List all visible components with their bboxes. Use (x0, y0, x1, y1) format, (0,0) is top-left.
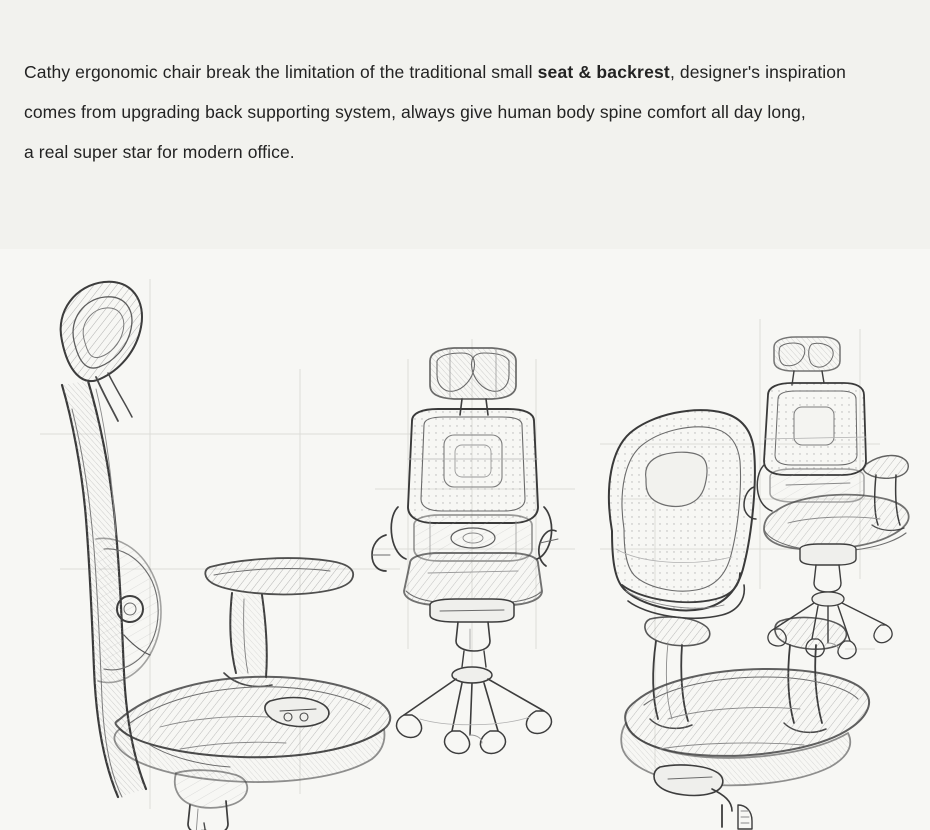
description-line-3: a real super star for modern office. (24, 142, 295, 162)
side-seat (114, 677, 390, 782)
front-seat (404, 553, 542, 605)
tqs-seat (764, 495, 909, 552)
front-backrest (408, 409, 538, 523)
front-gas-lift (456, 622, 490, 667)
tqs-backrest (764, 383, 866, 475)
tq-backrest (608, 410, 755, 610)
front-headrest (430, 348, 516, 415)
side-lumbar-support (96, 538, 161, 682)
front-view (372, 348, 558, 754)
sketch-illustration-panel (0, 249, 930, 830)
description-line-1-part-b: , designer's inspiration (669, 62, 846, 82)
description-line-2: comes from upgrading back supporting system, always give human body spine comfort all day long, (24, 102, 806, 122)
description-line-1 (24, 52, 914, 92)
side-base-column (175, 770, 247, 830)
front-armrest-left (372, 507, 406, 571)
three-quarter-view-small (744, 337, 909, 659)
front-mechanism (430, 599, 514, 622)
chair-sketches (0, 249, 930, 830)
description-copy (24, 52, 914, 172)
side-armrest (205, 558, 353, 686)
tqs-headrest (774, 337, 840, 385)
description-line-1-part-a: Cathy ergonomic chair break the limitation of the traditional small (24, 62, 538, 82)
side-view-large (61, 282, 391, 830)
front-five-star-base (397, 667, 552, 754)
front-armrest-right (537, 507, 558, 566)
description-emphasis: seat & backrest (537, 62, 670, 82)
